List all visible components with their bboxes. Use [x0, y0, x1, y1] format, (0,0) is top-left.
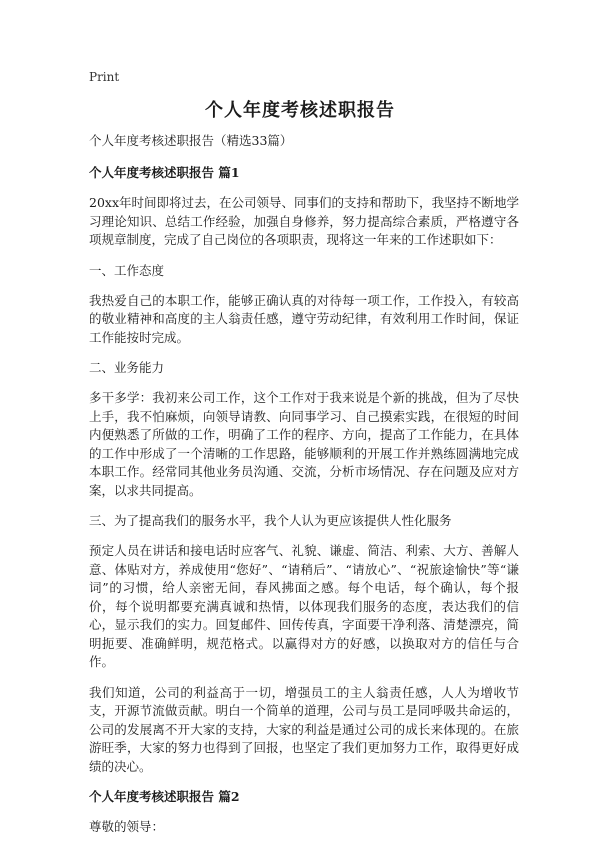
- heading-work-attitude: 一、工作态度: [89, 262, 165, 278]
- heading-service: 三、为了提高我们的服务水平，我个人认为更应该提供人性化服务: [89, 513, 452, 528]
- salutation: 尊敬的领导：: [89, 819, 165, 834]
- paragraph-intro: 20xx年时间即将过去，在公司领导、同事们的支持和帮助下，我坚持不断地学习理论知识、总结工作经验，加强自身修养，努力提高综合素质，严格遵守各项规章制度，完成了自己岗位的各项职责，现将这一年来的工作述职如下：: [89, 195, 520, 247]
- document-body: [89, 132, 519, 848]
- paragraph-work-attitude: 我热爱自己的本职工作，能够正确认真的对待每一项工作，工作投入，有较高的敬业精神和高度的主人翁责任感，遵守劳动纪律，有效利用工作时间，保证工作能按时完成。: [89, 292, 519, 345]
- heading-business-ability: 二、业务能力: [89, 360, 165, 375]
- subtitle: 个人年度考核述职报告（精选33篇）: [89, 133, 293, 148]
- section-title-1: 个人年度考核述职报告 篇1: [89, 165, 240, 180]
- paragraph-company-interest: 我们知道，公司的利益高于一切，增强员工的主人翁责任感，人人为增收节支，开源节流做贡献。明白一个简单的道理，公司与员工是同呼吸共命运的，公司的发展离不开大家的支持，大家的利益是通过公司的成长来体现的。在旅游旺季，大家的努力也得到了回报，也坚定了我们更加努力工作，取得更好成绩的决心。: [89, 684, 519, 774]
- paragraph-business-ability: 多干多学：我初来公司工作，这个工作对于我来说是个新的挑战，但为了尽快上手，我不怕麻烦，向领导请教、向同事学习、自己摸索实践，在很短的时间内便熟悉了所做的工作，明确了工作的程序、方向，提高了工作能力，在具体的工作中形成了一个清晰的工作思路，能够顺利的开展工作并熟练圆满地完成本职工作。经常同其他业务员沟通、交流，分析市场情况、存在问题及应对方案，以求共同提高。: [89, 390, 519, 498]
- paragraph-service: 预定人员在讲话和接电话时应客气、礼貌、谦虚、简洁、利索、大方、善解人意、体贴对方，养成使用“您好”、“请稍后”、“请放心”、“祝旅途愉快”等“谦词”的习惯，给人亲密无间，春风拂面之感。每个电话，每个确认，每个报价，每个说明都要充满真诚和热情，以体现我们服务的态度，表达我们的信心，显示我们的实力。回复邮件、回传传真，字面要干净利落、清楚漂亮，简明扼要、准确鲜明，规范格式。以赢得对方的好感，以换取对方的信任与合作。: [89, 543, 519, 669]
- section-title-2: 个人年度考核述职报告 篇2: [89, 789, 240, 804]
- page-title: 个人年度考核述职报告: [205, 100, 395, 121]
- print-label[interactable]: Print: [89, 70, 120, 84]
